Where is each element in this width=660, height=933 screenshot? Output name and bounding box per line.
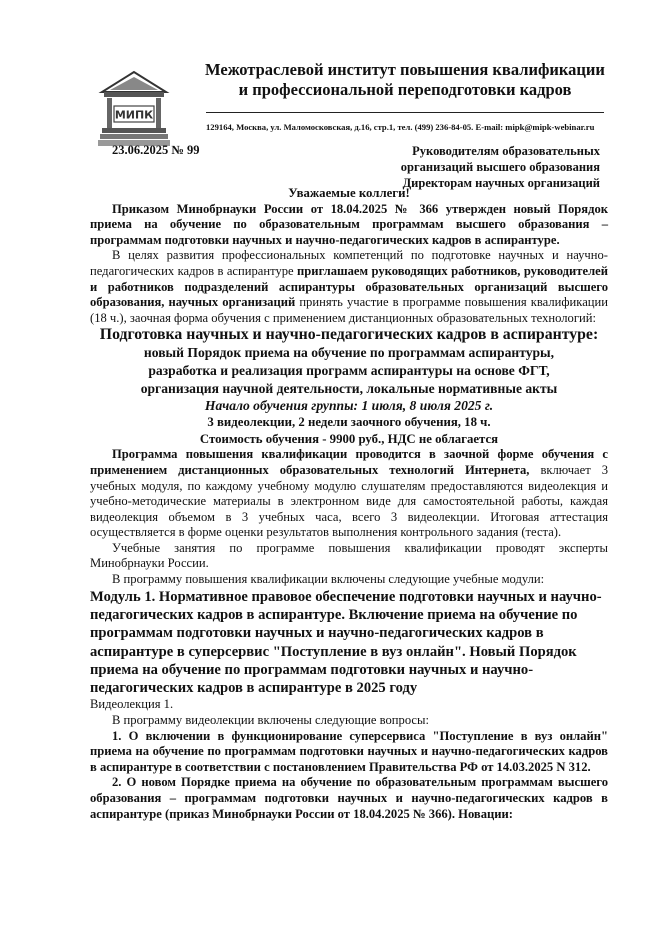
program-price: Стоимость обучения - 9900 руб., НДС не облагается [199, 431, 499, 446]
invitation-paragraph [90, 248, 608, 326]
module-1-title: Модуль 1. Нормативное правовое обеспечение подготовки научных и научно-педагогических кадров в аспирантуре. Включение приема на обучение по программам подготовки научных и научно-педагогических кадров в аспирантуре в суперсервис "Поступление в вуз онлайн". Новый Порядок приема на обучение по программам подготовки научных и научно-педагогических кадров в аспирантуре в 2025 году [90, 588, 602, 697]
question-item: 2. О новом Порядке приема на обучение по образовательным программам высшего образования – программам подготовки научных и научно-педагогических кадров в аспирантуре (приказ Минобрнауки России от 18.04.2025 № 366). Новации: [90, 775, 608, 821]
recipient-line: организаций высшего образования [400, 160, 600, 174]
org-line-1: Межотраслевой институт повышения квалификации [205, 60, 605, 79]
letter-body [90, 186, 608, 822]
program-format: 3 видеолекции, 2 недели заочного обучения, 18 ч. [207, 415, 491, 430]
recipients-block [380, 143, 600, 191]
program-subtitle-line: разработка и реализация программ аспирантуры на основе ФГТ, [148, 362, 550, 378]
modules-intro: В программу повышения квалификации включены следующие учебные модули: [112, 572, 545, 587]
program-description [90, 447, 608, 541]
description-text: включает 3 учебных модуля, по каждому учебному модулю слушателям предоставляются видеолекция и учебно-методические материалы в электронном виде для самостоятельной работы, каждая видеолекция объемом в 3 учебных часа, всего 3 видеолекции. Итоговая аттестация осуществляется в форме оценки результатов выполнения контрольного задания (теста). [90, 462, 609, 540]
experts-paragraph: Учебные занятия по программе повышения квалификации проводят эксперты Минобрнауки России. [90, 540, 608, 571]
program-subtitle-line: организация научной деятельности, локальные нормативные акты [140, 380, 558, 396]
org-address: 129164, Москва, ул. Маломосковская, д.16, стр.1, тел. (499) 236-84-05. E-mail: mipk@mipk-webinar.ru [206, 122, 595, 132]
description-bold: Программа повышения квалификации проводится в заочной форме обучения с применением дистанционных образовательных технологий Интернета, [90, 447, 608, 477]
organization-name [200, 60, 610, 100]
intro-paragraph: Приказом Минобрнауки России от 18.04.2025 № 366 утвержден новый Порядок приема на обучение по образовательным программам высшего образования – программам подготовки научных и научно-педагогических кадров в аспирантуре. [90, 201, 608, 247]
program-subtitle-line: новый Порядок приема на обучение по программам аспирантуры, [143, 345, 555, 361]
questions-intro: В программу видеолекции включены следующие вопросы: [112, 713, 429, 728]
program-title: Подготовка научных и научно-педагогических кадров в аспирантуре: [99, 326, 599, 344]
invitation-audience: приглашаем руководящих работников, руководителей и работников подразделений аспирантуры образовательных организаций высшего образования, научных организаций [90, 263, 608, 310]
recipient-line: Директорам научных организаций [402, 176, 600, 190]
org-line-2: и профессиональной переподготовки кадров [238, 80, 572, 99]
recipient-line: Руководителям образовательных [412, 144, 600, 158]
letter-number: 23.06.2025 № 99 [112, 143, 200, 157]
header-divider [206, 112, 604, 113]
invitation-text-end: принять участие в программе повышения квалификации (18 ч.), заочная форма обучения с применением дистанционных образовательных технологий: [90, 295, 609, 325]
question-item: 1. О включении в функционирование суперсервиса "Поступление в вуз онлайн" приема на обучение по программам подготовки научных и научно-педагогических кадров в аспирантуре в соответствии с постановлением Правительства РФ от 14.03.2025 N 312. [90, 728, 608, 774]
program-start-date: Начало обучения группы: 1 июля, 8 июля 2025 г. [204, 398, 494, 414]
greeting: Уважаемые коллеги! [288, 186, 410, 200]
logo-text: МИПК [114, 108, 154, 122]
institute-logo-icon [98, 70, 170, 148]
video-lecture-label: Видеолекция 1. [90, 697, 174, 712]
invitation-text-start: В целях развития профессиональных компетенций по подготовке научных и научно-педагогических кадров в аспирантуре [90, 248, 608, 278]
